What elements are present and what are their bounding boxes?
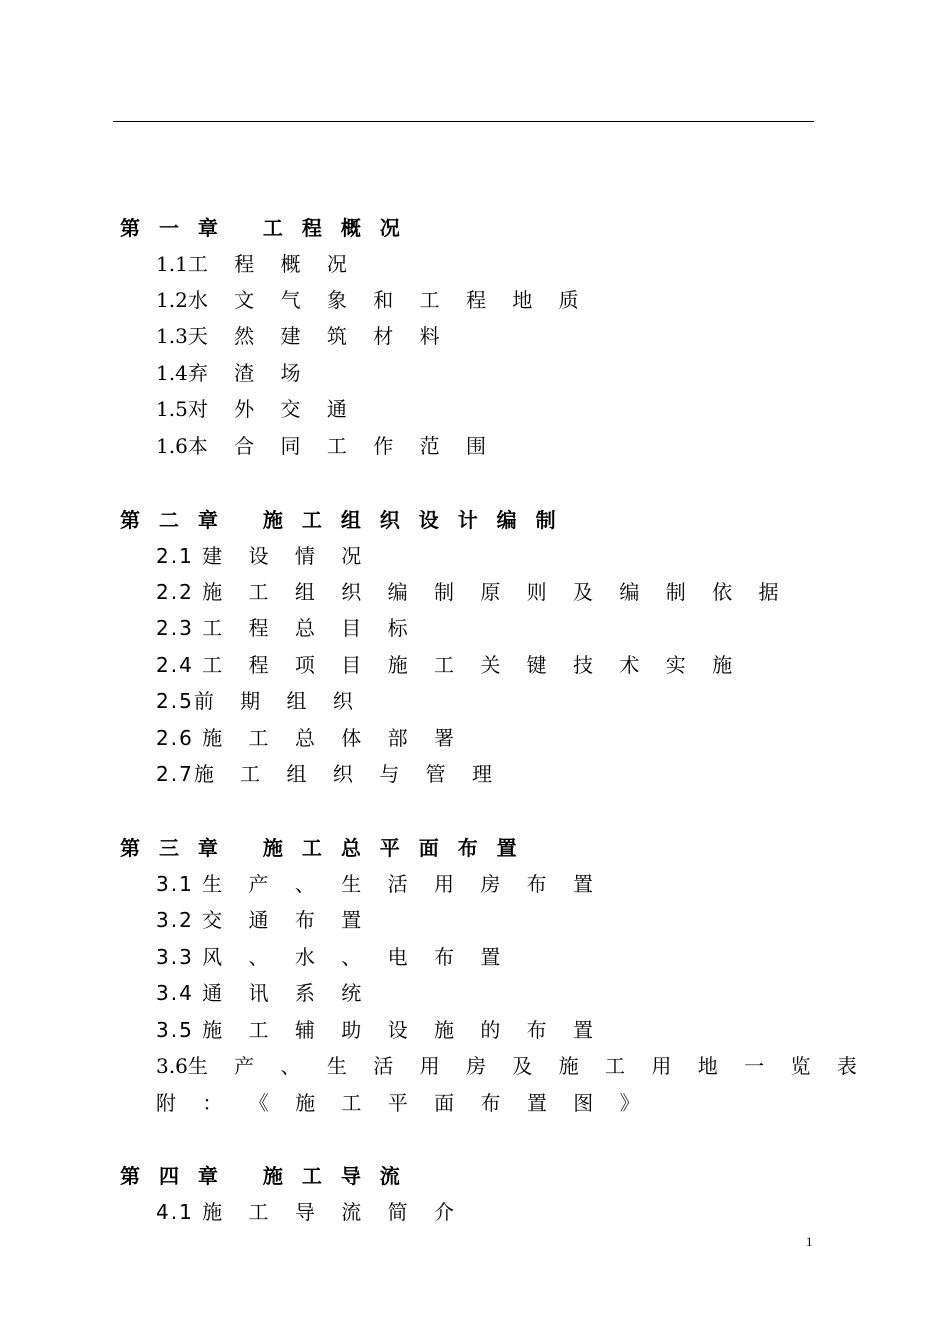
toc-item[interactable] — [156, 251, 357, 277]
chapter-3-title: 第 三 章 施 工 总 平 面 布 置 — [120, 836, 523, 860]
toc-item[interactable] — [156, 871, 603, 897]
toc-item-appendix[interactable] — [156, 1090, 650, 1116]
toc-item[interactable] — [156, 615, 418, 641]
toc-item[interactable] — [156, 944, 510, 970]
toc-item[interactable] — [156, 287, 589, 313]
toc-item[interactable] — [156, 579, 788, 605]
toc-item[interactable] — [156, 652, 742, 678]
toc-item-number: 3.3 — [156, 945, 203, 969]
toc-item[interactable] — [156, 323, 450, 349]
toc-item-text: 对 外 交 通 — [187, 397, 357, 421]
toc-item-text: 工 程 总 目 标 — [202, 616, 418, 640]
chapter-4-title: 第 四 章 施 工 导 流 — [120, 1164, 406, 1188]
toc-item-number: 2.5 — [156, 689, 194, 713]
toc-item-text: 施 工 辅 助 设 施 的 布 置 — [202, 1018, 604, 1042]
toc-item-text: 水 文 气 象 和 工 程 地 质 — [187, 288, 589, 312]
toc-item-text: 弃 渣 场 — [187, 361, 311, 385]
toc-item[interactable] — [156, 688, 363, 714]
toc-item[interactable] — [156, 761, 502, 787]
toc-item-number: 1.6 — [156, 434, 188, 458]
toc-item-number: 1.1 — [156, 252, 188, 276]
toc-item[interactable] — [156, 396, 357, 422]
toc-item-text: 天 然 建 筑 材 料 — [187, 324, 450, 348]
toc-item[interactable] — [156, 907, 371, 933]
toc-item-text: 建 设 情 况 — [202, 544, 372, 568]
toc-item-number: 4.1 — [156, 1200, 203, 1224]
toc-item-number: 2.4 — [156, 653, 203, 677]
toc-item-number: 1.2 — [156, 288, 188, 312]
toc-item-text: 工 程 概 况 — [187, 252, 357, 276]
toc-item[interactable] — [156, 1017, 603, 1043]
toc-item[interactable] — [156, 543, 371, 569]
toc-item-number: 3.1 — [156, 872, 203, 896]
toc-item-text: 施 工 总 体 部 署 — [202, 726, 464, 750]
toc-item-number: 2.7 — [156, 762, 194, 786]
toc-item-text: 工 程 项 目 施 工 关 键 技 术 实 施 — [202, 653, 743, 677]
toc-item-text: 通 讯 系 统 — [202, 981, 372, 1005]
toc-item-number: 3.4 — [156, 981, 203, 1005]
toc-item[interactable] — [156, 1053, 867, 1079]
toc-item-text: 生 产 、 生 活 用 房 及 施 工 用 地 一 览 表 — [187, 1054, 867, 1078]
toc-item-number: 1.4 — [156, 361, 188, 385]
toc-item-number: 2.6 — [156, 726, 203, 750]
toc-item[interactable] — [156, 980, 371, 1006]
toc-item-text: 附 ： 《 施 工 平 面 布 置 图 》 — [156, 1091, 650, 1115]
toc-item-number: 1.3 — [156, 324, 188, 348]
toc-item-number: 2.2 — [156, 580, 203, 604]
toc-item-text: 本 合 同 工 作 范 围 — [187, 434, 496, 458]
toc-item-number: 1.5 — [156, 397, 188, 421]
toc-item[interactable] — [156, 433, 496, 459]
chapter-1-title: 第 一 章 工 程 概 况 — [120, 216, 406, 240]
toc-item-number: 3.6 — [156, 1054, 188, 1078]
toc-item-number: 2.3 — [156, 616, 203, 640]
toc-item-number: 3.5 — [156, 1018, 203, 1042]
toc-item-text: 交 通 布 置 — [202, 908, 372, 932]
toc-item[interactable] — [156, 725, 464, 751]
toc-item-number: 2.1 — [156, 544, 203, 568]
toc-item-text: 风 、 水 、 电 布 置 — [202, 945, 511, 969]
toc-item-number: 3.2 — [156, 908, 203, 932]
header-rule — [113, 121, 814, 122]
chapter-2-title: 第 二 章 施 工 组 织 设 计 编 制 — [120, 508, 562, 532]
toc-item-text: 前 期 组 织 — [193, 689, 363, 713]
page-number: 1 — [806, 1234, 813, 1249]
toc-item-text: 生 产 、 生 活 用 房 布 置 — [202, 872, 604, 896]
toc-item-text: 施 工 组 织 与 管 理 — [193, 762, 502, 786]
toc-item[interactable] — [156, 360, 311, 386]
toc-item-text: 施 工 组 织 编 制 原 则 及 编 制 依 据 — [202, 580, 789, 604]
toc-item-text: 施 工 导 流 简 介 — [202, 1200, 464, 1224]
toc-item[interactable] — [156, 1199, 464, 1225]
